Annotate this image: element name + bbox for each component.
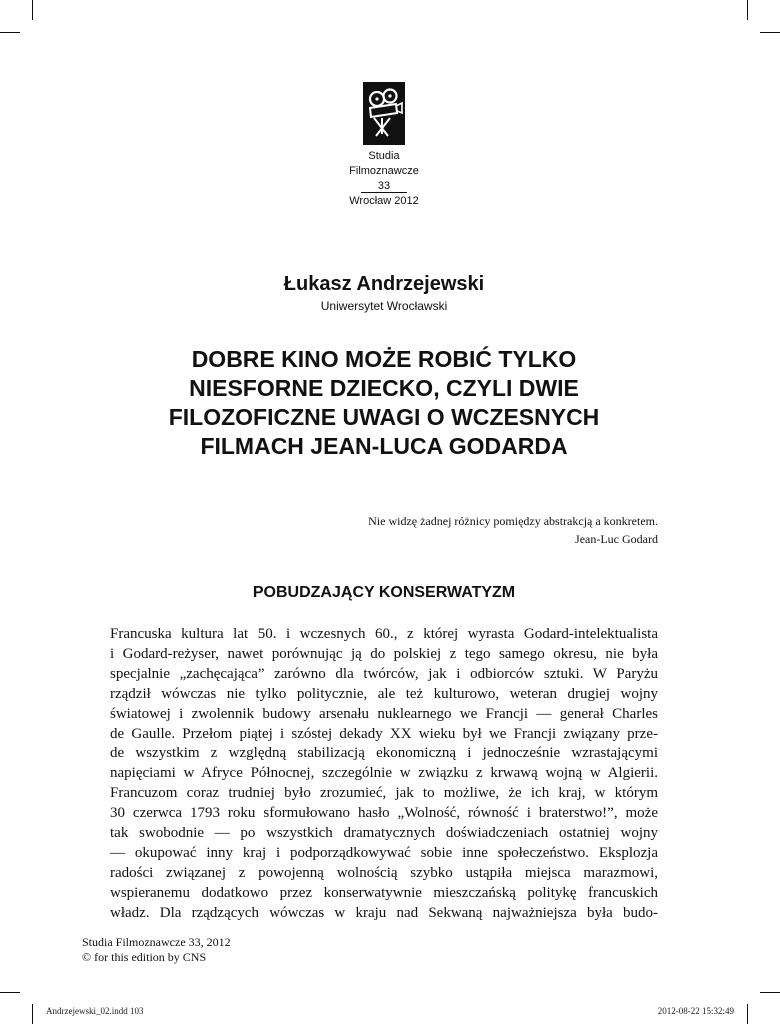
body-line: napięciami w Afryce Północnej, szczególnie w związku z krwawą wojną w Algierii. — [110, 765, 658, 782]
crop-mark-top-left-vertical — [32, 0, 33, 20]
title-line: FILMACH JEAN-LUCA GODARDA — [200, 433, 568, 459]
crop-mark-bottom-right-vertical — [747, 1004, 748, 1024]
section-heading: POBUDZAJĄCY KONSERWATYZM — [252, 584, 516, 601]
title-line: DOBRE KINO MOŻE ROBIĆ TYLKO — [191, 346, 577, 372]
epigraph-quote: Nie widzę żadnej różnicy pomiędzy abstrakcją a konkretem. — [368, 514, 658, 528]
crop-mark-top-left-horizontal — [0, 32, 20, 33]
body-line: de wszystkim z względną stabilizacją ekonomiczną i jednocześnie wzrastającymi — [110, 745, 658, 762]
body-line: i Godard-reżyser, nawet porównując ją do polskiej z tego samego okresu, nie była — [110, 645, 658, 662]
epigraph — [300, 512, 658, 548]
epigraph-attribution: Jean-Luc Godard — [575, 532, 658, 546]
slug-datetime: 2012-08-22 15:32:49 — [657, 1006, 734, 1016]
body-line: tak swobodnie — po wszystkich dramatycznych doświadczeniach ostatniej wojny — [110, 825, 658, 842]
body-line: — okupować inny kraj i podporządkowywać sobie inne społeczeństwo. Eksplozja — [110, 844, 658, 861]
footer-copyright: © for this edition by CNS — [82, 950, 207, 964]
page-footer — [82, 935, 382, 965]
crop-mark-bottom-left-vertical — [32, 1004, 33, 1024]
title-line: NIESFORNE DZIECKO, CZYLI DWIE — [189, 375, 579, 401]
volume-divider — [361, 192, 407, 193]
journal-name-line1: Studia — [368, 150, 400, 162]
author-name: Łukasz Andrzejewski — [283, 273, 485, 295]
article-title — [110, 345, 658, 461]
body-line: światowej i zwolennik budowy arsenału nuklearnego we Francji — generał Charles — [110, 705, 658, 722]
body-line: radości związanej z powojenną wolnością szybko ustąpiła miejsca marazmowi, — [110, 864, 658, 881]
body-paragraph — [110, 625, 658, 924]
body-line: Francuska kultura lat 50. i wczesnych 60., z której wyrasta Godard-intelektualista — [110, 626, 658, 642]
journal-name-line2: Filmoznawcze — [349, 165, 419, 177]
crop-mark-top-right-horizontal — [760, 32, 780, 33]
body-line: rządził wówczas nie tylko politycznie, ale też kulturowo, weteran drugiej wojny — [110, 685, 658, 702]
body-line: wspieranemu dodatkowo przez konserwatywnie mieszczańską politykę francuskich — [110, 884, 658, 901]
body-line: władz. Dla rządzących wówczas w kraju nad Sekwaną najważniejsza była budo- — [110, 904, 658, 921]
film-reel-camera-logo-icon — [363, 82, 405, 145]
body-line: 30 czerwca 1793 roku sformułowano hasło „Wolność, równość i braterstwo!”, może — [110, 805, 658, 822]
footer-citation: Studia Filmoznawcze 33, 2012 — [82, 935, 231, 949]
slug-filename: Andrzejewski_02.indd 103 — [46, 1006, 144, 1016]
body-line: de Gaulle. Przełom piątej i szóstej dekady XX wieku był we Francji związany prze- — [110, 725, 658, 742]
journal-place-year: Wrocław 2012 — [349, 195, 419, 207]
crop-mark-top-right-vertical — [747, 0, 748, 20]
body-line: Francuzom coraz trudniej było zrozumieć, jak to możliwe, że ich kraj, w którym — [110, 785, 658, 802]
crop-mark-bottom-right-horizontal — [760, 992, 780, 993]
title-line: FILOZOFICZNE UWAGI O WCZESNYCH — [168, 404, 600, 430]
journal-volume: 33 — [377, 180, 391, 192]
author-affiliation: Uniwersytet Wrocławski — [320, 299, 448, 313]
body-line: specjalnie „zachęcająca” zarówno dla twórców, jak i odbiorców sztuki. W Paryżu — [110, 665, 658, 682]
crop-mark-bottom-left-horizontal — [0, 992, 20, 993]
